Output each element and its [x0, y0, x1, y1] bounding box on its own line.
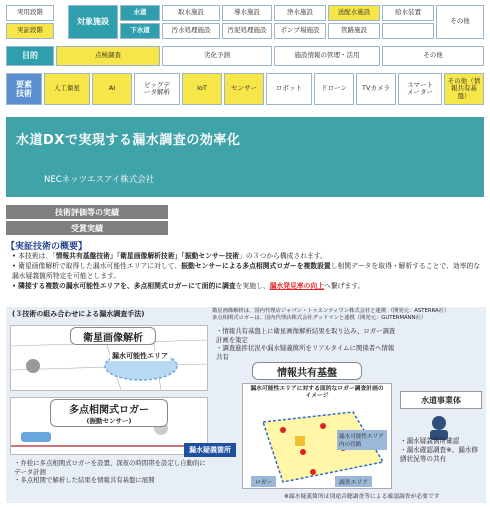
tech-item: IoT — [182, 73, 222, 105]
overview-heading: 【実証技術の概要】 — [6, 242, 88, 252]
tech-item: AI — [92, 73, 132, 105]
developer-notes: 衛星画像解析は、国内代理店ジャパン・トゥエンティワン株式会社と連携 （開発元：ASTERRA社） 多点相関式ロガーは、国内代理店株式会社グッドマンと連携（開発元：GUTERMANN社） — [212, 308, 450, 321]
logger-label: ロガー — [251, 476, 276, 487]
water-item: 給水装置 — [382, 5, 434, 21]
purpose-other: その他 — [382, 46, 484, 66]
diagram-area — [6, 307, 486, 503]
company-name: NECネッツエスアイ株式会社 — [44, 175, 155, 185]
sewer-label: 下水道 — [120, 23, 160, 39]
title-banner — [6, 117, 484, 197]
platform-map — [242, 383, 392, 489]
center-notes: ・情報共有基盤上に衛星画像解析結果を取り込み、ロガー調査計画を策定 ・調査進捗状況や漏水疑義箇所をリアルタイムに関係者へ情報共有 — [216, 327, 396, 361]
pipe-label: 漏水可能性エリア内の管路 — [337, 430, 387, 450]
tech-other: その他（情報共有基盤） — [444, 73, 484, 105]
target-other: その他 — [436, 5, 484, 39]
satellite-title: 衛星画像解析 — [70, 327, 156, 345]
water-item: 送配水施設 — [328, 5, 380, 21]
awards-bar: 受賞実績 — [6, 221, 168, 235]
survey-area-label: 調査エリア — [335, 476, 372, 487]
operator-notes: ・漏水疑義箇所確認 ・漏水確認調査※、漏水修繕状況等の共有 — [400, 437, 479, 463]
tech-item: ロボット — [266, 73, 312, 105]
overview-text: • 本技術は、「情報共有基盤技術」「衛星画像解析技術」「振動センサー技術」の３つから構成されます。 • 衛星画像解析で取得した漏水可能性エリアに対して、振動センサーによる多点相関式ロガーを複数設置し相関データを取得・解析することで、効率的な漏水疑義箇所特定を可能とします。 • 隣接する複数の漏水可能性エリアを、多点相関式ロガーにて面的に調査を実施し、漏水発見率の向上へ繋げます。 — [12, 252, 481, 290]
purpose-item: 劣化予測 — [162, 46, 272, 66]
target-facilities-label: 対象施設 — [68, 5, 118, 39]
leak-mark-icon — [295, 436, 305, 446]
leak-point-label: 漏水疑義箇所 — [184, 443, 236, 457]
car-icon — [21, 432, 51, 442]
left-notes: ・弁栓に多点相関式ロガーを設置、深夜の時間帯を設定し自動的にデータ計測 ・多点相関で解析した結果を情報共有基盤に展開 — [14, 459, 206, 485]
leak-area-label: 漏水可能性エリア — [112, 352, 168, 360]
operator-title: 水道事業体 — [400, 391, 482, 409]
water-item: 取水施設 — [162, 5, 220, 21]
purpose-item: 施設情報の管理・活用 — [274, 46, 380, 66]
sewer-item: 汚泥処理施設 — [222, 23, 272, 39]
achievements-bar: 技術評価等の実績 — [6, 205, 168, 219]
tech-item: TVカメラ — [356, 73, 396, 105]
satellite-icon — [26, 359, 40, 373]
tech-label: 要素技術 — [6, 73, 42, 105]
tech-item: センサー — [224, 73, 264, 105]
purpose-item: 点検調査 — [56, 46, 160, 66]
sewer-item: 汚水処理施設 — [162, 23, 220, 39]
sewer-item: ポンプ場施設 — [274, 23, 326, 39]
sewer-empty — [382, 23, 434, 39]
water-item: 導水施設 — [222, 5, 272, 21]
logger-title-box: 多点相関式ロガー (振動センサー) — [50, 399, 168, 427]
water-item: 浄水施設 — [274, 5, 326, 21]
sewer-item: 管路施設 — [328, 23, 380, 39]
tech-item: ビッグデータ解析 — [134, 73, 180, 105]
tech-item: スマートメーター — [398, 73, 442, 105]
water-label: 水道 — [120, 5, 160, 21]
tech-item: ドローン — [314, 73, 354, 105]
platform-sub: 漏水可能性エリアに対する面的なロガー調査計画のイメージ — [250, 386, 384, 399]
tech-item: 人工衛星 — [44, 73, 90, 105]
purpose-label: 目的 — [6, 46, 54, 66]
platform-title: 情報共有基盤 — [252, 362, 362, 380]
stage-demonstration: 実証段階 — [6, 23, 54, 39]
footnote: ※漏水疑義箇所は別途音聴調査等による確認調査が必要です — [284, 494, 440, 500]
combo-title: (３技術の組み合わせによる漏水調査手法) — [12, 310, 145, 318]
page-title: 水道DXで実現する漏水調査の効率化 — [16, 133, 241, 148]
stage-practical: 実用段階 — [6, 5, 54, 21]
